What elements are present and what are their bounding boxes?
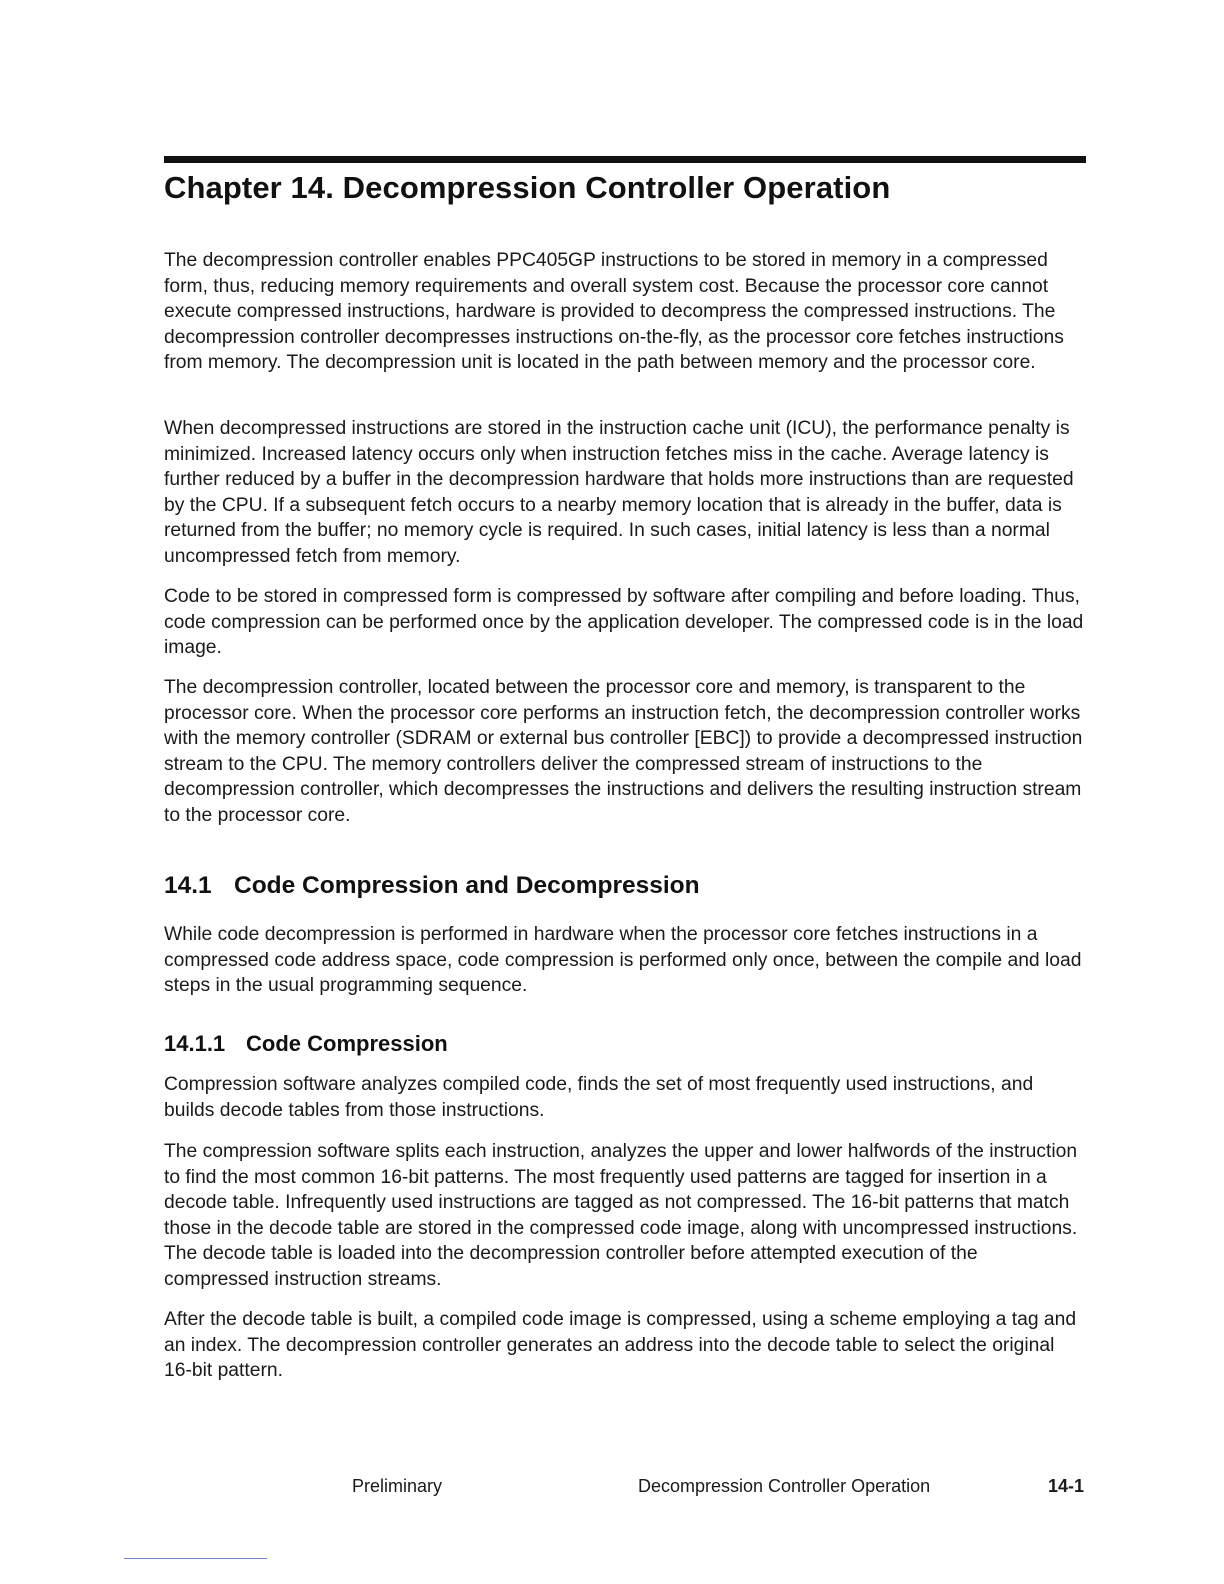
section-14-1-1-paragraph-2: The compression software splits each instruction, analyzes the upper and lower halfwords of the instruction to find the most common 16-bit patterns. The most frequently used patterns are tagged for insertion in a decode table. Infrequently used instructions are tagged as not compressed. The 16-bit patterns that match those in the decode table are stored in the compressed code image, along with uncompressed instructions. The decode table is loaded into the decompression controller before attempted execution of the compressed instruction streams. [164, 1141, 1078, 1290]
footer-chapter-name: Decompression Controller Operation [638, 1476, 931, 1496]
chapter-title-rule [164, 156, 1086, 163]
section-14-1-heading [164, 870, 700, 902]
section-14-1-1-paragraph-3: After the decode table is built, a compiled code image is compressed, using a scheme employing a tag and an index. The decompression controller generates an address into the decode table to select the original 16-bit pattern. [164, 1309, 1077, 1381]
intro-paragraph-3: Code to be stored in compressed form is compressed by software after compiling and before loading. Thus, code compression can be performed once by the application developer. The compressed code is in the load image. [164, 586, 1084, 658]
section-14-1-paragraph: While code decompression is performed in hardware when the processor core fetches instructions in a compressed code address space, code compression is performed only once, between the compile and load steps in the usual programming sequence. [164, 924, 1082, 996]
footer-status: Preliminary [352, 1476, 443, 1496]
intro-paragraph-1: The decompression controller enables PPC405GP instructions to be stored in memory in a compressed form, thus, reducing memory requirements and overall system cost. Because the processor core cannot execute compressed instructions, hardware is provided to decompress the compressed instructions. The decompression controller decompresses instructions on-the-fly, as the processor core fetches instructions from memory. The decompression unit is located in the path between memory and the processor core. [164, 250, 1064, 373]
section-number: 14.1 [164, 872, 212, 899]
section-14-1-1-paragraph-1: Compression software analyzes compiled code, finds the set of most frequently used instructions, and builds decode tables from those instructions. [164, 1074, 1034, 1121]
chapter-title: Chapter 14. Decompression Controller Operation [164, 170, 891, 205]
section-title: Code Compression and Decompression [234, 872, 700, 899]
section-14-1-1-heading [164, 1029, 448, 1059]
intro-paragraph-2: When decompressed instructions are stored in the instruction cache unit (ICU), the performance penalty is minimized. Increased latency occurs only when instruction fetches miss in the cache. Average latency is further reduced by a buffer in the decompression hardware that holds more instructions than are requested by the CPU. If a subsequent fetch occurs to a nearby memory location that is already in the buffer, data is returned from the buffer; no memory cycle is required. In such cases, initial latency is less than a normal uncompressed fetch from memory. [164, 418, 1074, 567]
subsection-number: 14.1.1 [164, 1031, 226, 1056]
bottom-rule [124, 1558, 267, 1559]
footer-page-number: 14-1 [1048, 1476, 1085, 1496]
document-page [164, 0, 1086, 1584]
intro-paragraph-4: The decompression controller, located between the processor core and memory, is transparent to the processor core. When the processor core performs an instruction fetch, the decompression controller works with the memory controller (SDRAM or external bus controller [EBC]) to provide a decompressed instruction stream to the CPU. The memory controllers deliver the compressed stream of instructions to the decompression controller, which decompresses the instructions and delivers the resulting instruction stream to the processor core. [164, 677, 1083, 826]
subsection-title: Code Compression [246, 1031, 448, 1056]
